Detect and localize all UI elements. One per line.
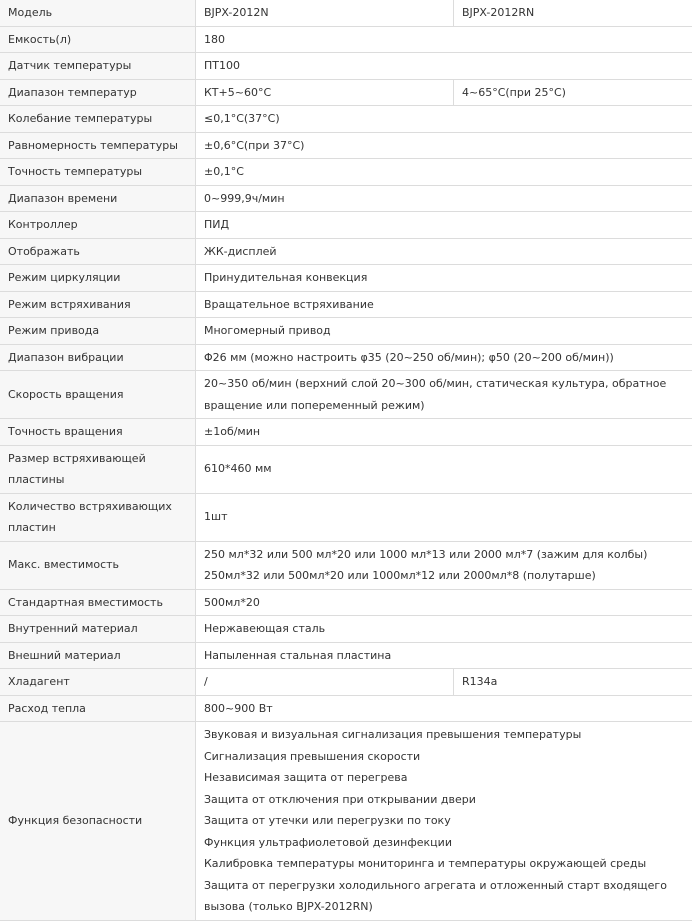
row-value: 0~999,9ч/мин — [196, 185, 692, 212]
row-label: Стандартная вместимость — [0, 589, 196, 616]
row-label: Диапазон времени — [0, 185, 196, 212]
row-value: ±0,6°C(при 37°C) — [196, 132, 692, 159]
table-row — [0, 541, 692, 589]
value-line: 250мл*32 или 500мл*20 или 1000мл*12 или 2000мл*8 (полутарше) — [204, 565, 687, 587]
row-value: 1шт — [196, 493, 692, 541]
row-value: / — [196, 669, 454, 696]
table-row — [0, 212, 692, 239]
row-label: Внешний материал — [0, 642, 196, 669]
table-row — [0, 185, 692, 212]
row-label: Диапазон температур — [0, 79, 196, 106]
table-row — [0, 371, 692, 419]
row-value: 800~900 Вт — [196, 695, 692, 722]
row-value: ЖК-дисплей — [196, 238, 692, 265]
row-value — [196, 722, 692, 921]
table-row — [0, 132, 692, 159]
row-label: Колебание температуры — [0, 106, 196, 133]
row-value: 610*460 мм — [196, 445, 692, 493]
row-value: Принудительная конвекция — [196, 265, 692, 292]
row-value: BJPX-2012N — [196, 0, 454, 26]
row-label: Внутренний материал — [0, 616, 196, 643]
row-label: Хладагент — [0, 669, 196, 696]
table-row — [0, 265, 692, 292]
row-label: Количество встряхивающих пластин — [0, 493, 196, 541]
row-label: Режим циркуляции — [0, 265, 196, 292]
row-label: Точность температуры — [0, 159, 196, 186]
table-row — [0, 642, 692, 669]
row-value: Напыленная стальная пластина — [196, 642, 692, 669]
table-row — [0, 722, 692, 921]
row-label: Скорость вращения — [0, 371, 196, 419]
value-line: Сигнализация превышения скорости — [204, 746, 687, 768]
value-line: Защита от отключения при открывании двери — [204, 789, 687, 811]
row-label: Точность вращения — [0, 419, 196, 446]
row-label: Размер встряхивающей пластины — [0, 445, 196, 493]
row-value: Вращательное встряхивание — [196, 291, 692, 318]
row-value-secondary: BJPX-2012RN — [454, 0, 692, 26]
table-row — [0, 344, 692, 371]
row-value: Φ26 мм (можно настроить φ35 (20~250 об/мин); φ50 (20~200 об/мин)) — [196, 344, 692, 371]
value-line: 250 мл*32 или 500 мл*20 или 1000 мл*13 или 2000 мл*7 (зажим для колбы) — [204, 544, 687, 566]
row-label: Датчик температуры — [0, 53, 196, 80]
row-label: Макс. вместимость — [0, 541, 196, 589]
row-value: ±1об/мин — [196, 419, 692, 446]
row-value: ПИД — [196, 212, 692, 239]
row-value: ±0,1°C — [196, 159, 692, 186]
row-value: КТ+5~60°C — [196, 79, 454, 106]
table-row — [0, 318, 692, 345]
row-label: Диапазон вибрации — [0, 344, 196, 371]
row-value: 180 — [196, 26, 692, 53]
row-value: ≤0,1°C(37°C) — [196, 106, 692, 133]
table-row — [0, 0, 692, 26]
value-line: Защита от утечки или перегрузки по току — [204, 810, 687, 832]
row-label: Отображать — [0, 238, 196, 265]
table-row — [0, 106, 692, 133]
row-value-secondary: R134a — [454, 669, 692, 696]
table-row — [0, 53, 692, 80]
value-line: Защита от перегрузки холодильного агрегата и отложенный старт входящего вызова (только BJPX-2012RN) — [204, 875, 687, 918]
table-row — [0, 291, 692, 318]
table-row — [0, 589, 692, 616]
value-line: Независимая защита от перегрева — [204, 767, 687, 789]
row-label: Режим привода — [0, 318, 196, 345]
table-row — [0, 419, 692, 446]
row-value: 20~350 об/мин (верхний слой 20~300 об/мин, статическая культура, обратное вращение или попеременный режим) — [196, 371, 692, 419]
table-row — [0, 79, 692, 106]
row-label: Модель — [0, 0, 196, 26]
value-line: Калибровка температуры мониторинга и температуры окружающей среды — [204, 853, 687, 875]
row-label: Расход тепла — [0, 695, 196, 722]
row-value: ПТ100 — [196, 53, 692, 80]
row-value: Многомерный привод — [196, 318, 692, 345]
row-label: Режим встряхивания — [0, 291, 196, 318]
value-line: Функция ультрафиолетовой дезинфекции — [204, 832, 687, 854]
row-value: Нержавеющая сталь — [196, 616, 692, 643]
row-label: Емкость(л) — [0, 26, 196, 53]
table-row — [0, 159, 692, 186]
value-line: Звуковая и визуальная сигнализация превышения температуры — [204, 724, 687, 746]
table-row — [0, 695, 692, 722]
table-row — [0, 26, 692, 53]
table-row — [0, 238, 692, 265]
table-row — [0, 445, 692, 493]
row-value — [196, 541, 692, 589]
row-label: Контроллер — [0, 212, 196, 239]
row-label: Равномерность температуры — [0, 132, 196, 159]
row-label: Функция безопасности — [0, 722, 196, 921]
table-row — [0, 669, 692, 696]
row-value: 500мл*20 — [196, 589, 692, 616]
row-value-secondary: 4~65°C(при 25°C) — [454, 79, 692, 106]
table-row — [0, 616, 692, 643]
table-row — [0, 493, 692, 541]
